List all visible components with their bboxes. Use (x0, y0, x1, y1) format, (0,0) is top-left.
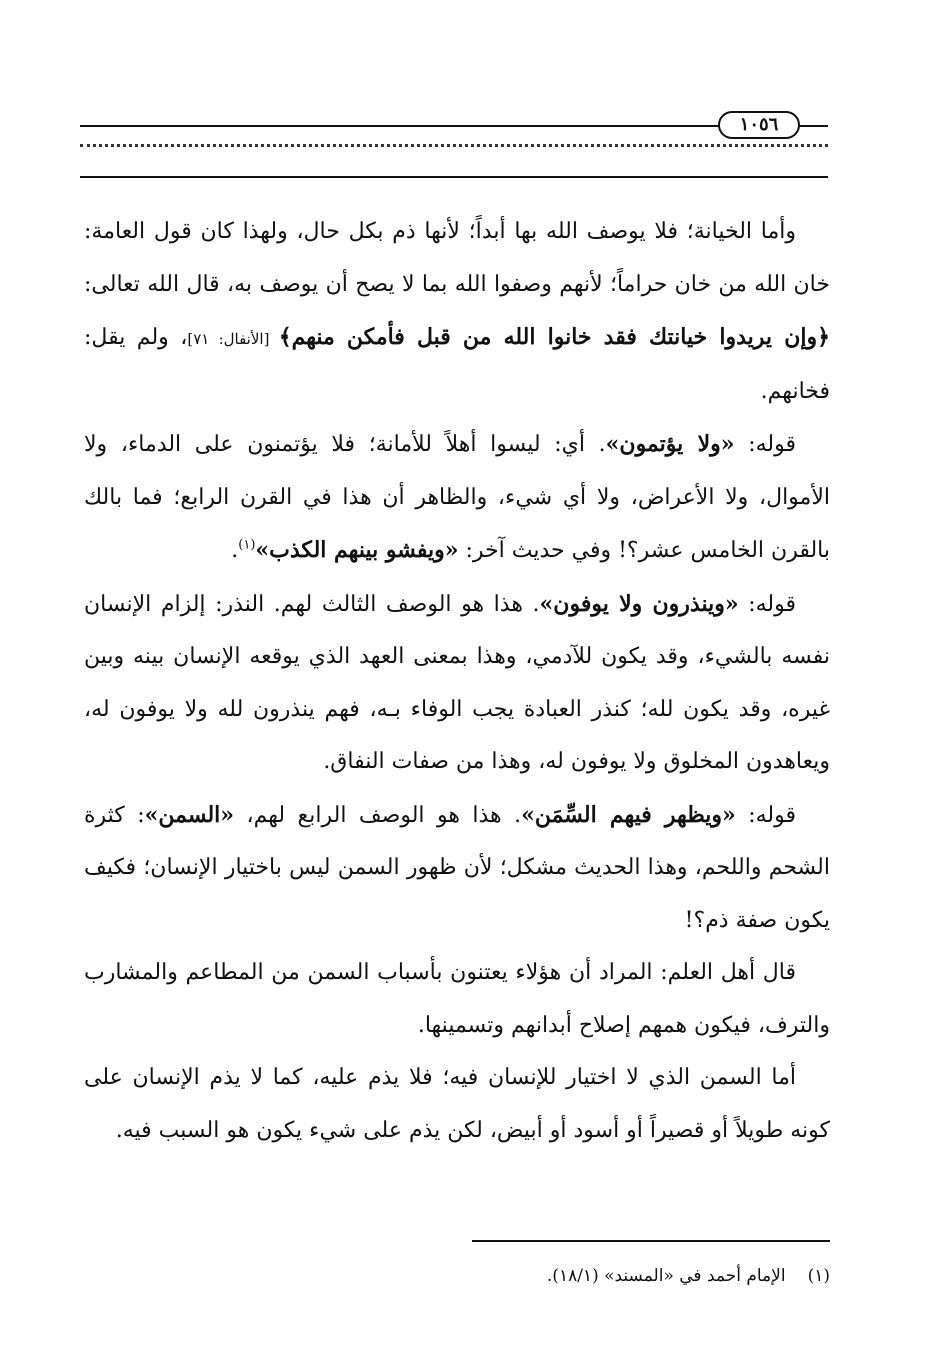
dotted-divider (80, 144, 828, 161)
paragraph: وأما الخيانة؛ فلا يوصف الله بها أبداً؛ لأنها ذم بكل حال، ولهذا كان قول العامة: خان الله من خان حراماً؛ لأنهم وصفوا الله بما لا يصح أن يوصف به، قال الله تعالى: ﴿وإن يريدوا خيانتك فقد خانوا الله من قبل فأمكن منهم﴾ [الأنفال: ٧١]، ولم يقل: فخانهم. (84, 219, 830, 404)
hadith-quote: «وينذرون ولا يوفون» (539, 590, 739, 617)
footnote-divider (472, 1240, 830, 1242)
footnote-number: (١) (807, 1266, 830, 1286)
footnote-text: الإمام أحمد في «المسند» (١٨/١). (546, 1266, 786, 1286)
hadith-quote: «ولا يؤتمون» (605, 431, 735, 457)
term-quote: «السمن» (144, 801, 235, 828)
header-rule (80, 125, 720, 127)
page-number: ١٠٥٦ (718, 111, 800, 139)
paragraph: قوله: «ويظهر فيهم السِّمَن». هذا هو الوصف الرابع لهم، «السمن»: كثرة الشحم واللحم، وهذا الحديث مشكل؛ لأن ظهور السمن ليس باختيار الإنسان؛ فكيف يكون صفة ذم؟! (84, 801, 830, 933)
header-rule-bottom (80, 176, 828, 178)
paragraph: قال أهل العلم: المراد أن هؤلاء يعتنون بأسباب السمن من المطاعم والمشارب والترف، فيكون همهم إصلاح أبدانهم وتسمينها. (84, 960, 830, 1038)
footnote-marker[interactable]: (١) (238, 537, 256, 553)
hadith-quote: «ويفشو بينهم الكذب» (255, 537, 459, 563)
footnote (300, 1262, 830, 1290)
page-header (80, 108, 830, 188)
hadith-quote: «ويظهر فيهم السِّمَن» (521, 801, 736, 828)
header-rule (798, 125, 828, 127)
page-body (84, 206, 830, 1157)
paragraph: أما السمن الذي لا اختيار للإنسان فيه؛ فلا يذم عليه، كما لا يذم الإنسان على كونه طويلاً أو قصيراً أو أسود أو أبيض، لكن يذم على شيء يكون هو السبب فيه. (84, 1065, 830, 1143)
quran-verse: ﴿وإن يريدوا خيانتك فقد خانوا الله من قبل فأمكن منهم﴾ (278, 324, 830, 350)
paragraph: قوله: «وينذرون ولا يوفون». هذا هو الوصف الثالث لهم. النذر: إلزام الإنسان نفسه بالشيء، وقد يكون للآدمي، وهذا بمعنى العهد الذي يوقعه الإنسان بينه وبين غيره، وقد يكون لله؛ كنذر العبادة يجب الوفاء بـه، فهم ينذرون لله ولا يوفون له، ويعاهدون المخلوق ولا يوفون له، وهذا من صفات النفاق. (84, 590, 830, 774)
verse-reference: [الأنفال: ٧١] (187, 330, 279, 348)
paragraph: قوله: «ولا يؤتمون». أي: ليسوا أهلاً للأمانة؛ فلا يؤتمنون على الدماء، ولا الأموال، ولا الأعراض، ولا أي شيء، والظاهر أن هذا في القرن الرابع؛ فما بالك بالقرن الخامس عشر؟! وفي حديث آخر: «ويفشو بينهم الكذب»$^{(١)}$. (84, 431, 830, 563)
